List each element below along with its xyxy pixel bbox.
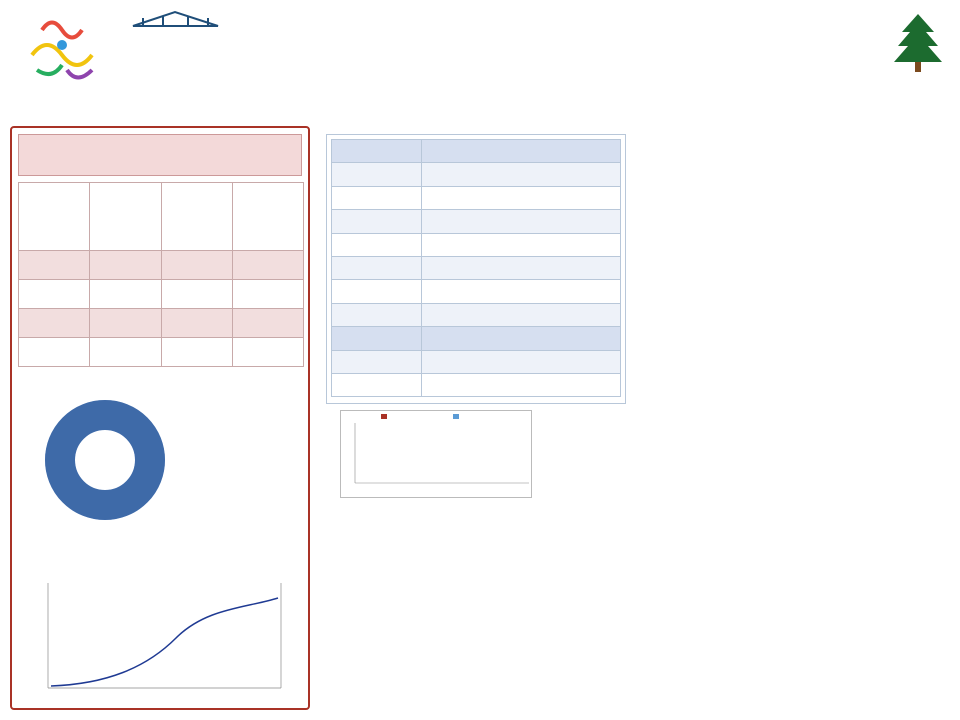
vaccination-footnote xyxy=(12,367,308,375)
table-row xyxy=(332,280,621,303)
col-vaccination xyxy=(232,183,303,251)
col-coverage xyxy=(19,183,90,251)
test-label xyxy=(422,186,621,209)
vaccination-panel xyxy=(10,126,310,710)
test-label xyxy=(422,303,621,326)
vax-cumulative xyxy=(90,280,161,309)
table-row xyxy=(332,210,621,233)
tests-col-label xyxy=(422,140,621,163)
vax-cumulative xyxy=(90,251,161,280)
vax-label xyxy=(232,338,303,367)
table-row xyxy=(332,350,621,373)
test-indicator-label xyxy=(422,350,621,373)
table-row xyxy=(19,338,304,367)
vax-cumulative xyxy=(90,309,161,338)
vax-daily xyxy=(161,338,232,367)
vaccination-donut-chart xyxy=(40,400,170,520)
arabic-language-day-logo xyxy=(128,10,223,105)
vax-daily xyxy=(161,309,232,338)
test-indicator-value xyxy=(332,373,422,396)
test-value xyxy=(332,210,422,233)
col-daily xyxy=(161,183,232,251)
vax-label xyxy=(232,280,303,309)
test-value xyxy=(332,280,422,303)
table-row xyxy=(332,233,621,256)
table-row xyxy=(19,251,304,280)
vaccination-table xyxy=(18,182,304,367)
donut-caption xyxy=(172,436,307,438)
table-row xyxy=(332,186,621,209)
vax-coverage xyxy=(19,280,90,309)
tests-box xyxy=(326,134,626,404)
test-label xyxy=(422,163,621,186)
table-row xyxy=(332,373,621,396)
test-indicator-value xyxy=(332,350,422,373)
test-indicator-label xyxy=(422,373,621,396)
test-value xyxy=(332,186,422,209)
table-row xyxy=(332,163,621,186)
daily-vaccines-chart xyxy=(26,568,296,698)
vaccination-header xyxy=(18,134,302,176)
tests-col-value xyxy=(332,140,422,163)
vax-coverage xyxy=(19,338,90,367)
tests-indicators-label xyxy=(422,327,621,350)
col-cumulative xyxy=(90,183,161,251)
vax-daily xyxy=(161,251,232,280)
test-value xyxy=(332,233,422,256)
test-label xyxy=(422,256,621,279)
test-label xyxy=(422,233,621,256)
vax-coverage xyxy=(19,251,90,280)
tests-table xyxy=(331,139,621,397)
test-label xyxy=(422,280,621,303)
table-row xyxy=(19,280,304,309)
test-value xyxy=(332,256,422,279)
test-label xyxy=(422,210,621,233)
cedar-logo-icon xyxy=(892,12,944,74)
vax-cumulative xyxy=(90,338,161,367)
test-value xyxy=(332,303,422,326)
vax-label xyxy=(232,251,303,280)
festival-logo xyxy=(22,10,102,90)
table-row xyxy=(332,256,621,279)
table-row xyxy=(19,309,304,338)
vax-daily xyxy=(161,280,232,309)
tests-indicators-period xyxy=(332,327,422,350)
vax-coverage xyxy=(19,309,90,338)
table-row xyxy=(332,303,621,326)
vax-label xyxy=(232,309,303,338)
hospital-beds-chart xyxy=(340,410,532,498)
test-value xyxy=(332,163,422,186)
